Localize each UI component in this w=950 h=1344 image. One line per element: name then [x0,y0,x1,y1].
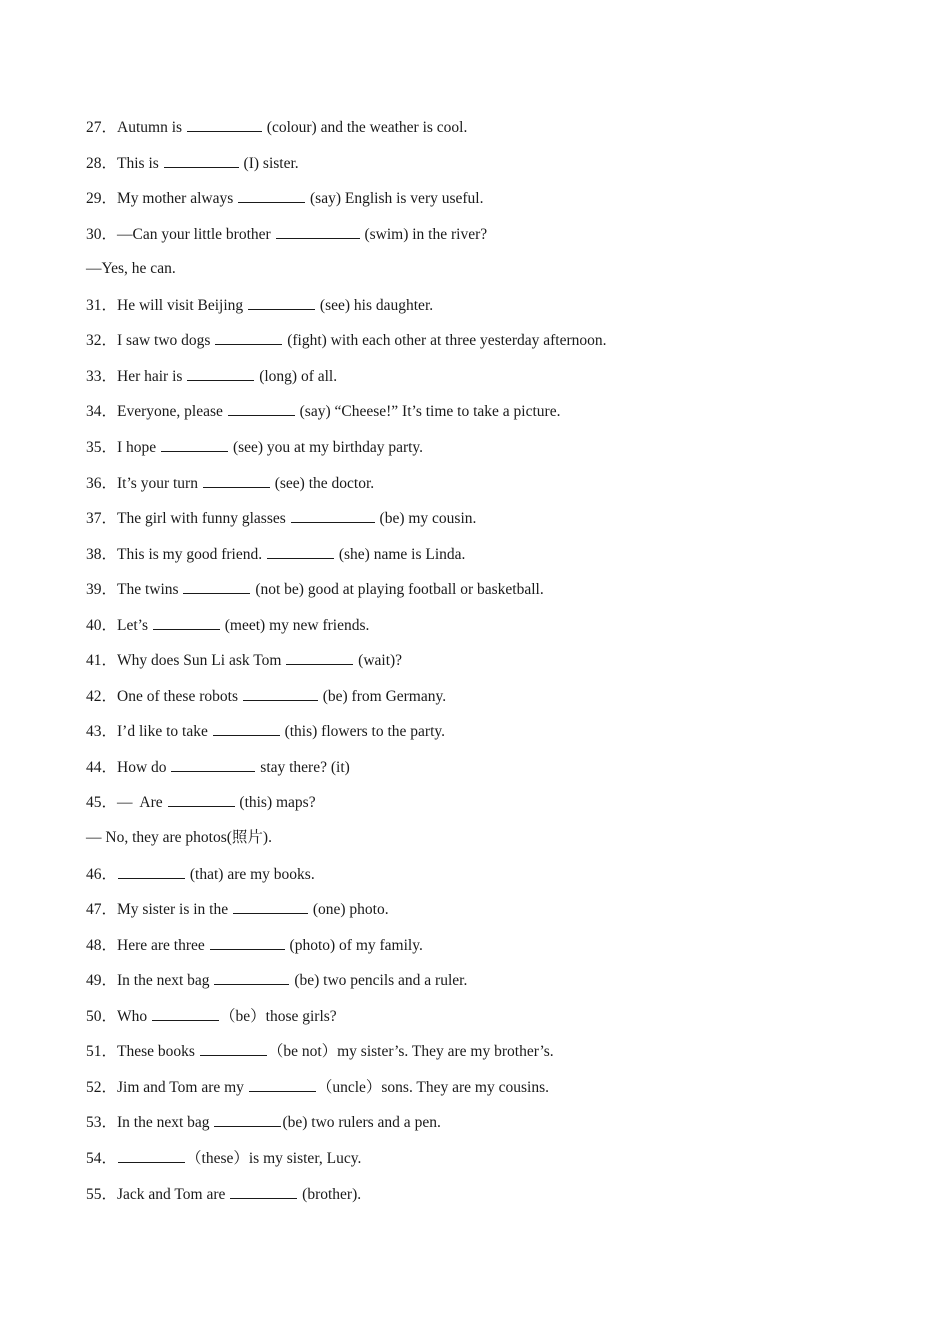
answer-blank[interactable] [213,721,280,736]
question-number: 35． [86,439,118,456]
question-number: 27． [86,119,118,136]
answer-blank[interactable] [286,650,353,665]
question-text: (one) photo. [308,901,389,918]
question-text: (this) flowers to the party. [280,723,446,740]
question-line [86,899,389,919]
question-line [86,224,487,244]
answer-blank[interactable] [291,508,375,523]
question-text: My mother always [117,190,238,207]
question-text: In the next bag [117,972,214,989]
question-text: Jack and Tom are [117,1186,230,1203]
question-line [86,153,299,173]
question-line [86,1184,361,1204]
question-number: 51． [86,1043,118,1060]
question-number: 52． [86,1079,118,1096]
answer-blank[interactable] [267,544,334,559]
question-text: Let’s [117,617,152,634]
question-line [86,544,465,564]
answer-blank[interactable] [168,792,235,807]
question-line [86,437,423,457]
question-text: Autumn is [117,119,186,136]
question-number: 33． [86,368,118,385]
question-text: (long) of all. [255,368,338,385]
question-text: (see) his daughter. [316,297,434,314]
question-text: （uncle）sons. They are my cousins. [316,1079,549,1096]
answer-blank[interactable] [183,579,250,594]
question-line [86,473,374,493]
question-text: (fight) with each other at three yesterday afternoon. [283,332,607,349]
question-text: I hope [117,439,161,456]
answer-blank[interactable] [200,1041,267,1056]
question-text: （be）those girls? [220,1008,337,1025]
question-text: (not be) good at playing football or basketball. [251,581,544,598]
question-line [86,792,316,812]
answer-blank[interactable] [203,473,270,488]
question-text: (brother). [298,1186,362,1203]
question-number: 50． [86,1008,118,1025]
question-text: He will visit Beijing [117,297,248,314]
question-text: — Are [117,794,167,811]
question-text: (see) you at my birthday party. [229,439,424,456]
answer-blank[interactable] [171,757,255,772]
question-text: (that) are my books. [186,866,315,883]
question-text: (be) two pencils and a ruler. [290,972,468,989]
question-text: Who [117,1008,152,1025]
question-number: 53． [86,1114,118,1131]
question-line [86,970,467,990]
question-text: This is [117,155,163,172]
question-text: (wait)? [354,652,403,669]
question-text: Here are three [117,937,209,954]
question-text: —Can your little brother [117,226,275,243]
question-line [86,1112,441,1132]
question-number: 45． [86,794,118,811]
question-text: It’s your turn [117,475,202,492]
answer-blank[interactable] [153,615,220,630]
answer-line [86,828,272,848]
question-line [86,686,446,706]
question-number: 47． [86,901,118,918]
answer-blank[interactable] [228,401,295,416]
question-text: (this) maps? [235,794,316,811]
answer-blank[interactable] [187,366,254,381]
question-text: These books [117,1043,199,1060]
question-number: 38． [86,546,118,563]
answer-blank[interactable] [276,224,360,239]
question-text: (be) my cousin. [375,510,477,527]
answer-blank[interactable] [161,437,228,452]
question-text: (be) from Germany. [318,688,447,705]
question-line [86,935,423,955]
answer-blank[interactable] [243,686,318,701]
question-number: 54． [86,1150,118,1167]
question-text: (she) name is Linda. [334,546,466,563]
question-text: Why does Sun Li ask Tom [117,652,286,669]
question-line [86,579,544,599]
question-text: — No, they are photos(照片). [86,829,272,846]
question-number: 30． [86,226,118,243]
answer-blank[interactable] [249,1077,316,1092]
question-number: 55． [86,1186,118,1203]
question-text: (I) sister. [239,155,299,172]
question-line [86,330,607,350]
question-text: Jim and Tom are my [117,1079,248,1096]
question-text: （these）is my sister, Lucy. [186,1150,362,1167]
answer-line [86,259,176,279]
question-line [86,1041,554,1061]
question-line [86,650,402,670]
answer-blank[interactable] [230,1184,297,1199]
question-line [86,366,337,386]
question-text: My sister is in the [117,901,232,918]
question-line [86,508,476,528]
question-line [86,188,483,208]
question-line [86,1077,549,1097]
question-text: (meet) my new friends. [220,617,370,634]
question-number: 49． [86,972,118,989]
question-number: 36． [86,475,118,492]
answer-blank[interactable] [233,899,308,914]
question-number: 31． [86,297,118,314]
question-number: 39． [86,581,118,598]
answer-blank[interactable] [215,330,282,345]
question-text: The twins [117,581,183,598]
question-text: I’d like to take [117,723,212,740]
question-text: —Yes, he can. [86,260,176,277]
question-text: This is my good friend. [117,546,266,563]
question-text: (see) the doctor. [270,475,375,492]
question-line [86,117,467,137]
question-text: (colour) and the weather is cool. [262,119,468,136]
question-line [86,757,350,777]
question-number: 43． [86,723,118,740]
answer-blank[interactable] [238,188,305,203]
answer-blank[interactable] [187,117,262,132]
question-text: (say) English is very useful. [306,190,484,207]
question-number: 40． [86,617,118,634]
answer-blank[interactable] [214,970,289,985]
question-line [86,1006,337,1026]
answer-blank[interactable] [210,935,285,950]
question-number: 28． [86,155,118,172]
answer-blank[interactable] [118,1148,185,1163]
question-line [86,401,560,421]
question-text: The girl with funny glasses [117,510,290,527]
question-number: 42． [86,688,118,705]
question-number: 37． [86,510,118,527]
question-text: (photo) of my family. [285,937,423,954]
question-number: 29． [86,190,118,207]
question-text: （be not）my sister’s. They are my brother’s. [267,1043,554,1060]
question-text: One of these robots [117,688,242,705]
question-number: 46． [86,866,118,883]
question-text: (swim) in the river? [360,226,488,243]
question-number: 48． [86,937,118,954]
question-number: 32． [86,332,118,349]
question-text: (say) “Cheese!” It’s time to take a picture. [295,403,561,420]
question-number: 41． [86,652,118,669]
question-line [86,295,433,315]
answer-blank[interactable] [248,295,315,310]
question-text: How do [117,759,171,776]
question-number: 34． [86,403,118,420]
question-text: Everyone, please [117,403,227,420]
question-line [86,1148,361,1168]
answer-blank[interactable] [118,864,185,879]
question-text: Her hair is [117,368,187,385]
answer-blank[interactable] [164,153,239,168]
question-text: I saw two dogs [117,332,215,349]
question-text: In the next bag [117,1114,214,1131]
question-line [86,615,369,635]
question-number: 44． [86,759,118,776]
answer-blank[interactable] [152,1006,219,1021]
question-text: (be) two rulers and a pen. [282,1114,441,1131]
answer-blank[interactable] [214,1112,281,1127]
question-text: stay there? (it) [256,759,350,776]
question-line [86,864,315,884]
question-line [86,721,445,741]
